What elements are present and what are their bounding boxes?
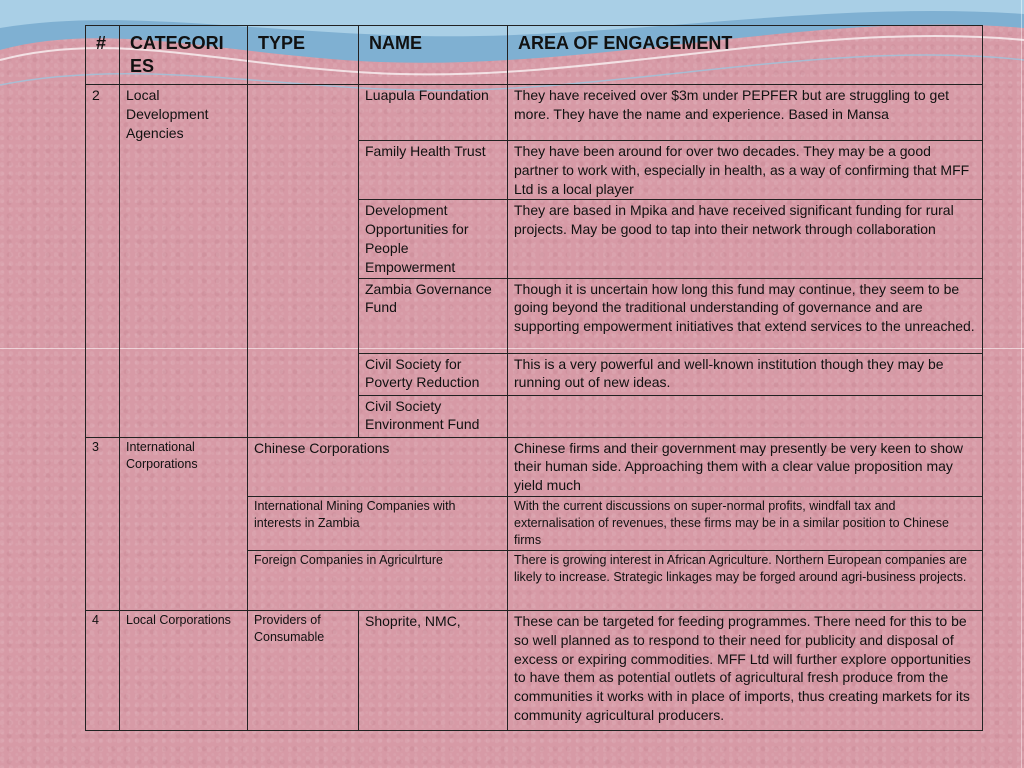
background-rule-vertical <box>1021 0 1022 768</box>
engagement-text: They have received over $3m under PEPFER but are struggling to get more. They have the name and experience. Based in Mansa <box>508 85 983 141</box>
header-num: # <box>86 26 120 85</box>
org-name: Shoprite, NMC, <box>359 610 508 730</box>
table-row <box>86 437 983 496</box>
header-name: NAME <box>359 26 508 85</box>
engagement-text <box>508 395 983 437</box>
group-number: 3 <box>86 437 120 610</box>
group-number: 4 <box>86 610 120 730</box>
engagement-text: Chinese firms and their government may presently be very keen to show their human side. Approaching them with a clear value proposition may yield much <box>508 437 983 496</box>
org-name: Luapula Foundation <box>359 85 508 141</box>
engagement-table <box>85 25 983 731</box>
engagement-text: Though it is uncertain how long this fund may continue, they seem to be going beyond the traditional understanding of governance and are supporting empowerment initiatives that extend services to the unreached. <box>508 278 983 353</box>
org-name: Family Health Trust <box>359 141 508 200</box>
header-type: TYPE <box>248 26 359 85</box>
engagement-text: They are based in Mpika and have received significant funding for rural projects. May be good to tap into their network through collaboration <box>508 200 983 278</box>
org-name: Development Opportunities for People Empowerment <box>359 200 508 278</box>
org-name: Zambia Governance Fund <box>359 278 508 353</box>
engagement-text: They have been around for over two decades. They may be a good partner to work with, especially in health, as a way of confirming that MFF Ltd is a local player <box>508 141 983 200</box>
engagement-text: This is a very powerful and well-known institution though they may be running out of new ideas. <box>508 353 983 395</box>
group-number: 2 <box>86 85 120 438</box>
group-type <box>248 85 359 438</box>
header-categories: CATEGORI ES <box>120 26 248 85</box>
group-category: International Corporations <box>120 437 248 610</box>
org-name: International Mining Companies with interests in Zambia <box>248 496 508 550</box>
org-name: Civil Society Environment Fund <box>359 395 508 437</box>
org-name: Civil Society for Poverty Reduction <box>359 353 508 395</box>
org-name: Chinese Corporations <box>248 437 508 496</box>
table-row <box>86 610 983 730</box>
header-area: AREA OF ENGAGEMENT <box>508 26 983 85</box>
group-category: Local Development Agencies <box>120 85 248 438</box>
group-type: Providers of Consumable <box>248 610 359 730</box>
engagement-text: These can be targeted for feeding programmes. There need for this to be so well planned as to respond to their need for publicity and disposal of excess or expiring commodities. MFF Ltd will further explore opportunities to have them as potential outlets of agricultural fresh produce from the communities it works with in place of imports, thus creating markets for its community agricultural producers. <box>508 610 983 730</box>
table-row <box>86 85 983 141</box>
engagement-text: There is growing interest in African Agriculture. Northern European companies are likely to increase. Strategic linkages may be forged around agri-business projects. <box>508 550 983 610</box>
header-row <box>86 26 983 85</box>
engagement-text: With the current discussions on super-normal profits, windfall tax and externalisation of revenues, these firms may be in a similar position to Chinese firms <box>508 496 983 550</box>
org-name: Foreign Companies in Agriculrture <box>248 550 508 610</box>
group-category: Local Corporations <box>120 610 248 730</box>
